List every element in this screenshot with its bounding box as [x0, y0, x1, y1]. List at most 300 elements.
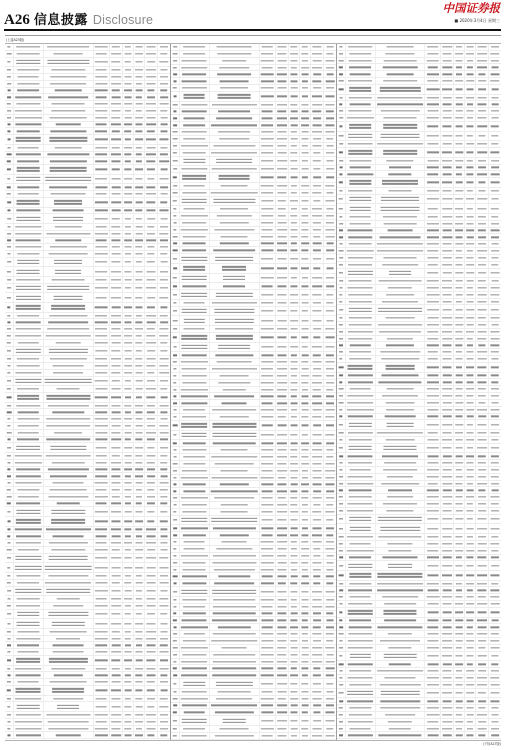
table-cell — [425, 571, 441, 580]
table-cell — [94, 267, 110, 276]
table-cell — [441, 631, 454, 637]
table-cell — [210, 115, 260, 121]
table-cell — [346, 515, 376, 524]
table-cell — [123, 507, 134, 516]
table-cell — [337, 631, 346, 637]
table-cell — [337, 241, 346, 247]
table-cell — [454, 661, 465, 667]
table-cell — [171, 264, 180, 273]
table-cell — [210, 421, 260, 430]
table-cell — [210, 624, 260, 630]
table-row — [337, 195, 501, 205]
table-cell — [311, 617, 324, 623]
table-cell — [337, 561, 346, 570]
table-row — [171, 190, 336, 197]
table-cell — [311, 546, 324, 552]
table-cell — [158, 473, 170, 479]
table-row — [5, 370, 170, 377]
table-cell — [454, 561, 465, 570]
table-row — [337, 515, 501, 525]
table-cell — [5, 580, 14, 586]
table-row — [337, 393, 501, 400]
table-cell — [145, 122, 158, 128]
table-cell — [476, 481, 489, 487]
table-cell — [454, 501, 465, 507]
table-cell — [476, 115, 489, 121]
table-cell — [5, 696, 14, 702]
table-cell — [346, 373, 376, 379]
table-cell — [210, 726, 260, 732]
table-cell — [110, 74, 123, 80]
table-row — [337, 188, 501, 195]
table-row — [5, 386, 170, 393]
table-cell — [260, 333, 276, 342]
table-cell — [5, 303, 14, 312]
table-cell — [145, 494, 158, 500]
table-cell — [134, 679, 145, 685]
table-cell — [180, 539, 210, 545]
table-cell — [145, 165, 158, 174]
table-cell — [110, 51, 123, 57]
table-cell — [123, 386, 134, 392]
table-cell — [300, 206, 311, 212]
table-cell — [94, 340, 110, 346]
table-cell — [454, 652, 465, 661]
table-cell — [376, 508, 426, 514]
table-cell — [94, 145, 110, 151]
table-row — [337, 501, 501, 508]
table-row — [5, 224, 170, 231]
table-cell — [324, 290, 336, 299]
table-cell — [300, 343, 311, 352]
table-cell — [123, 377, 134, 386]
table-cell — [476, 204, 489, 213]
table-cell — [123, 88, 134, 94]
table-cell — [94, 443, 110, 452]
table-cell — [123, 494, 134, 500]
table-cell — [454, 64, 465, 70]
table-cell — [94, 101, 110, 107]
table-cell — [376, 386, 426, 392]
table-cell — [337, 608, 346, 617]
table-cell — [289, 58, 300, 64]
table-cell — [337, 58, 346, 64]
table-cell — [337, 373, 346, 379]
table-row — [171, 254, 336, 264]
table-cell — [337, 141, 346, 147]
table-cell — [145, 732, 158, 738]
table-cell — [465, 541, 476, 547]
table-cell — [171, 481, 180, 487]
table-cell — [346, 148, 376, 157]
table-cell — [180, 703, 210, 709]
table-cell — [123, 554, 134, 563]
table-cell — [300, 659, 311, 665]
table-cell — [311, 58, 324, 64]
table-cell — [289, 373, 300, 379]
table-cell — [44, 443, 94, 452]
table-cell — [454, 241, 465, 247]
table-cell — [276, 183, 289, 189]
table-cell — [123, 453, 134, 459]
table-cell — [158, 443, 170, 452]
table-cell — [376, 437, 426, 443]
table-cell — [180, 109, 210, 115]
table-cell — [337, 336, 346, 342]
table-cell — [376, 444, 426, 453]
table-cell — [44, 554, 94, 563]
table-cell — [14, 231, 44, 237]
table-cell — [14, 563, 44, 572]
table-cell — [324, 109, 336, 115]
table-cell — [44, 293, 94, 302]
table-cell — [134, 115, 145, 121]
table-cell — [158, 666, 170, 672]
table-cell — [346, 508, 376, 514]
table-cell — [441, 322, 454, 328]
table-cell — [346, 255, 376, 261]
table-cell — [300, 157, 311, 166]
table-cell — [376, 101, 426, 107]
table-cell — [171, 580, 180, 586]
table-cell — [324, 393, 336, 399]
table-cell — [260, 696, 276, 702]
table-cell — [134, 158, 145, 164]
table-cell — [158, 501, 170, 507]
table-cell — [276, 290, 289, 299]
table-cell — [134, 554, 145, 563]
table-cell — [289, 359, 300, 365]
table-cell — [489, 85, 501, 94]
table-cell — [376, 581, 426, 587]
table-cell — [94, 501, 110, 507]
table-cell — [311, 696, 324, 702]
table-cell — [180, 206, 210, 212]
table-cell — [346, 299, 376, 305]
table-cell — [276, 92, 289, 101]
table-cell — [260, 481, 276, 487]
table-cell — [110, 610, 123, 619]
header-rule — [4, 29, 501, 31]
table-row — [171, 407, 336, 414]
table-row — [5, 573, 170, 580]
table-cell — [454, 571, 465, 580]
table-cell — [324, 475, 336, 481]
table-cell — [180, 71, 210, 77]
table-cell — [489, 638, 501, 644]
table-cell — [465, 71, 476, 77]
table-cell — [276, 631, 289, 637]
table-row — [171, 157, 336, 167]
table-cell — [158, 527, 170, 533]
table-cell — [110, 101, 123, 107]
table-cell — [276, 78, 289, 84]
table-row — [171, 652, 336, 659]
table-cell — [311, 136, 324, 142]
table-cell — [376, 726, 426, 732]
table-cell — [210, 481, 260, 487]
table-cell — [123, 547, 134, 553]
table-cell — [465, 64, 476, 70]
table-cell — [337, 420, 346, 429]
table-cell — [324, 431, 336, 440]
table-cell — [123, 135, 134, 144]
table-cell — [134, 393, 145, 402]
table-cell — [289, 247, 300, 253]
table-cell — [441, 71, 454, 77]
table-cell — [110, 284, 123, 293]
table-cell — [476, 668, 489, 674]
table-cell — [441, 420, 454, 429]
table-cell — [5, 67, 14, 73]
table-cell — [476, 618, 489, 624]
table-cell — [260, 567, 276, 573]
table-cell — [5, 258, 14, 267]
table-cell — [289, 316, 300, 325]
table-cell — [14, 377, 44, 386]
table-cell — [110, 409, 123, 415]
table-cell — [171, 247, 180, 253]
table-cell — [158, 258, 170, 267]
table-cell — [276, 617, 289, 623]
table-cell — [289, 580, 300, 586]
table-cell — [425, 305, 441, 314]
table-cell — [489, 645, 501, 651]
table-cell — [145, 313, 158, 319]
table-cell — [276, 407, 289, 413]
table-cell — [346, 349, 376, 355]
table-cell — [376, 141, 426, 147]
table-cell — [180, 220, 210, 226]
table-cell — [465, 315, 476, 321]
table-cell — [110, 184, 123, 190]
table-cell — [441, 460, 454, 466]
table-cell — [324, 516, 336, 525]
table-cell — [489, 460, 501, 466]
table-cell — [324, 553, 336, 559]
table-cell — [476, 132, 489, 141]
table-cell — [110, 152, 123, 158]
table-cell — [145, 293, 158, 302]
table-cell — [441, 661, 454, 667]
table-cell — [276, 122, 289, 128]
table-cell — [324, 359, 336, 365]
table-cell — [454, 278, 465, 284]
table-cell — [346, 141, 376, 147]
table-cell — [94, 244, 110, 250]
table-cell — [145, 74, 158, 80]
table-cell — [324, 129, 336, 135]
table-cell — [123, 370, 134, 376]
table-cell — [134, 81, 145, 87]
table-cell — [311, 227, 324, 233]
table-cell — [134, 573, 145, 579]
table-cell — [454, 58, 465, 64]
table-cell — [311, 326, 324, 332]
table-cell — [134, 712, 145, 718]
table-cell — [44, 501, 94, 507]
table-cell — [337, 64, 346, 70]
table-cell — [311, 274, 324, 283]
table-cell — [337, 668, 346, 674]
table-cell — [210, 407, 260, 413]
table-cell — [210, 679, 260, 688]
table-row — [171, 136, 336, 143]
table-cell — [171, 290, 180, 299]
table-cell — [44, 347, 94, 356]
table-cell — [210, 414, 260, 420]
table-cell — [441, 248, 454, 254]
table-cell — [337, 652, 346, 661]
table-cell — [123, 527, 134, 533]
table-cell — [260, 495, 276, 501]
table-cell — [346, 668, 376, 674]
table-cell — [210, 567, 260, 573]
table-cell — [210, 366, 260, 372]
table-cell — [476, 534, 489, 540]
table-cell — [44, 702, 94, 711]
table-cell — [44, 453, 94, 459]
table-cell — [210, 525, 260, 531]
table-cell — [300, 283, 311, 289]
table-cell — [210, 85, 260, 91]
table-cell — [276, 652, 289, 658]
table-cell — [180, 359, 210, 365]
table-cell — [489, 171, 501, 177]
table-cell — [425, 618, 441, 624]
table-cell — [134, 303, 145, 312]
table-cell — [158, 340, 170, 346]
table-cell — [260, 51, 276, 57]
table-cell — [324, 234, 336, 240]
table-row — [5, 517, 170, 527]
table-cell — [134, 58, 145, 67]
table-cell — [158, 480, 170, 486]
table-cell — [311, 726, 324, 732]
table-cell — [260, 475, 276, 481]
table-cell — [5, 208, 14, 214]
table-cell — [210, 597, 260, 603]
table-cell — [454, 587, 465, 593]
table-cell — [145, 67, 158, 73]
table-row — [337, 400, 501, 407]
table-cell — [465, 571, 476, 580]
table-cell — [134, 696, 145, 702]
table-cell — [311, 431, 324, 440]
table-cell — [476, 101, 489, 107]
table-cell — [324, 400, 336, 406]
table-cell — [465, 548, 476, 554]
table-cell — [337, 682, 346, 688]
table-cell — [44, 135, 94, 144]
table-cell — [454, 85, 465, 94]
table-row — [171, 274, 336, 284]
table-cell — [145, 726, 158, 732]
table-cell — [311, 300, 324, 306]
table-cell — [289, 546, 300, 552]
table-cell — [346, 58, 376, 64]
page-number: A26 — [4, 12, 30, 28]
table-cell — [454, 719, 465, 725]
table-cell — [289, 421, 300, 430]
table-cell — [465, 255, 476, 261]
table-cell — [324, 307, 336, 316]
table-cell — [110, 580, 123, 586]
table-cell — [210, 665, 260, 671]
table-cell — [180, 509, 210, 515]
table-cell — [145, 587, 158, 596]
table-row — [5, 158, 170, 165]
table-cell — [123, 152, 134, 158]
table-cell — [171, 546, 180, 552]
table-cell — [180, 373, 210, 379]
table-cell — [5, 377, 14, 386]
table-cell — [44, 44, 94, 50]
table-cell — [425, 228, 441, 234]
table-cell — [123, 58, 134, 67]
table-cell — [425, 78, 441, 84]
table-cell — [210, 631, 260, 637]
table-row — [171, 373, 336, 380]
table-cell — [180, 92, 210, 101]
table-cell — [14, 603, 44, 609]
table-cell — [324, 92, 336, 101]
table-row — [5, 423, 170, 430]
table-row — [171, 624, 336, 631]
table-cell — [94, 214, 110, 223]
table-cell — [346, 188, 376, 194]
table-cell — [5, 403, 14, 409]
table-row — [337, 148, 501, 158]
table-cell — [110, 619, 123, 628]
table-cell — [465, 689, 476, 698]
table-row — [171, 71, 336, 78]
table-cell — [454, 601, 465, 607]
table-cell — [94, 596, 110, 602]
table-cell — [300, 241, 311, 247]
table-cell — [123, 145, 134, 151]
table-row — [5, 726, 170, 733]
table-cell — [454, 195, 465, 204]
table-cell — [425, 601, 441, 607]
table-cell — [134, 666, 145, 672]
table-row — [5, 443, 170, 453]
table-cell — [311, 703, 324, 709]
table-cell — [311, 495, 324, 501]
table-cell — [145, 377, 158, 386]
table-cell — [441, 719, 454, 725]
table-cell — [489, 356, 501, 362]
table-cell — [454, 698, 465, 704]
table-cell — [44, 51, 94, 57]
table-cell — [441, 58, 454, 64]
table-cell — [441, 356, 454, 362]
table-row — [171, 197, 336, 207]
table-cell — [260, 150, 276, 156]
table-cell — [376, 44, 426, 50]
table-cell — [346, 379, 376, 385]
table-cell — [210, 183, 260, 189]
table-cell — [180, 274, 210, 283]
table-cell — [5, 563, 14, 572]
table-cell — [158, 672, 170, 678]
table-cell — [5, 347, 14, 356]
table-cell — [454, 315, 465, 321]
table-cell — [376, 188, 426, 194]
table-cell — [376, 204, 426, 213]
table-cell — [376, 393, 426, 399]
table-cell — [376, 373, 426, 379]
